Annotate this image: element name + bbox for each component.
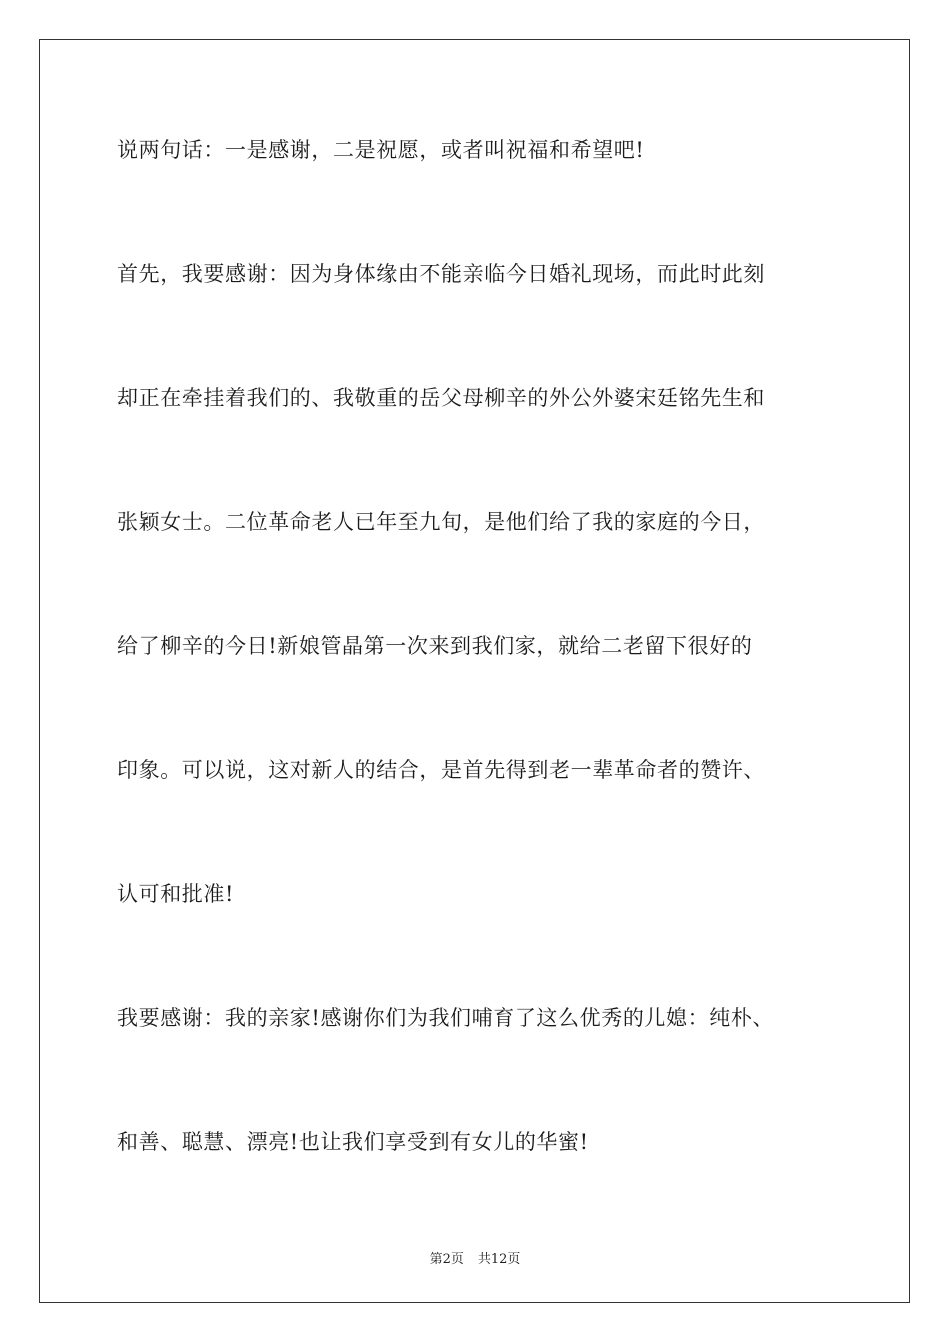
text-line: 给了柳辛的今日!新娘管晶第一次来到我们家，就给二老留下很好的 (117, 634, 753, 658)
text-line: 和善、聪慧、漂亮!也让我们享受到有女儿的华蜜! (117, 1130, 589, 1154)
page-number: 第2页 (429, 1252, 464, 1267)
page-total: 共12页 (477, 1252, 521, 1267)
text-line: 我要感谢：我的亲家!感谢你们为我们哺育了这么优秀的儿媳：纯朴、 (117, 1006, 775, 1030)
page-footer (0, 1248, 950, 1267)
text-line: 张颖女士。二位革命老人已年至九旬，是他们给了我的家庭的今日， (117, 510, 765, 534)
text-line: 首先，我要感谢：因为身体缘由不能亲临今日婚礼现场，而此时此刻 (117, 262, 765, 286)
text-line: 认可和批准! (117, 882, 235, 906)
document-body (117, 128, 857, 1244)
text-line: 说两句话：一是感谢，二是祝愿，或者叫祝福和希望吧! (117, 138, 645, 162)
text-line: 印象。可以说，这对新人的结合，是首先得到老一辈革命者的赞许、 (117, 758, 765, 782)
text-line: 却正在牵挂着我们的、我敬重的岳父母柳辛的外公外婆宋廷铭先生和 (117, 386, 765, 410)
